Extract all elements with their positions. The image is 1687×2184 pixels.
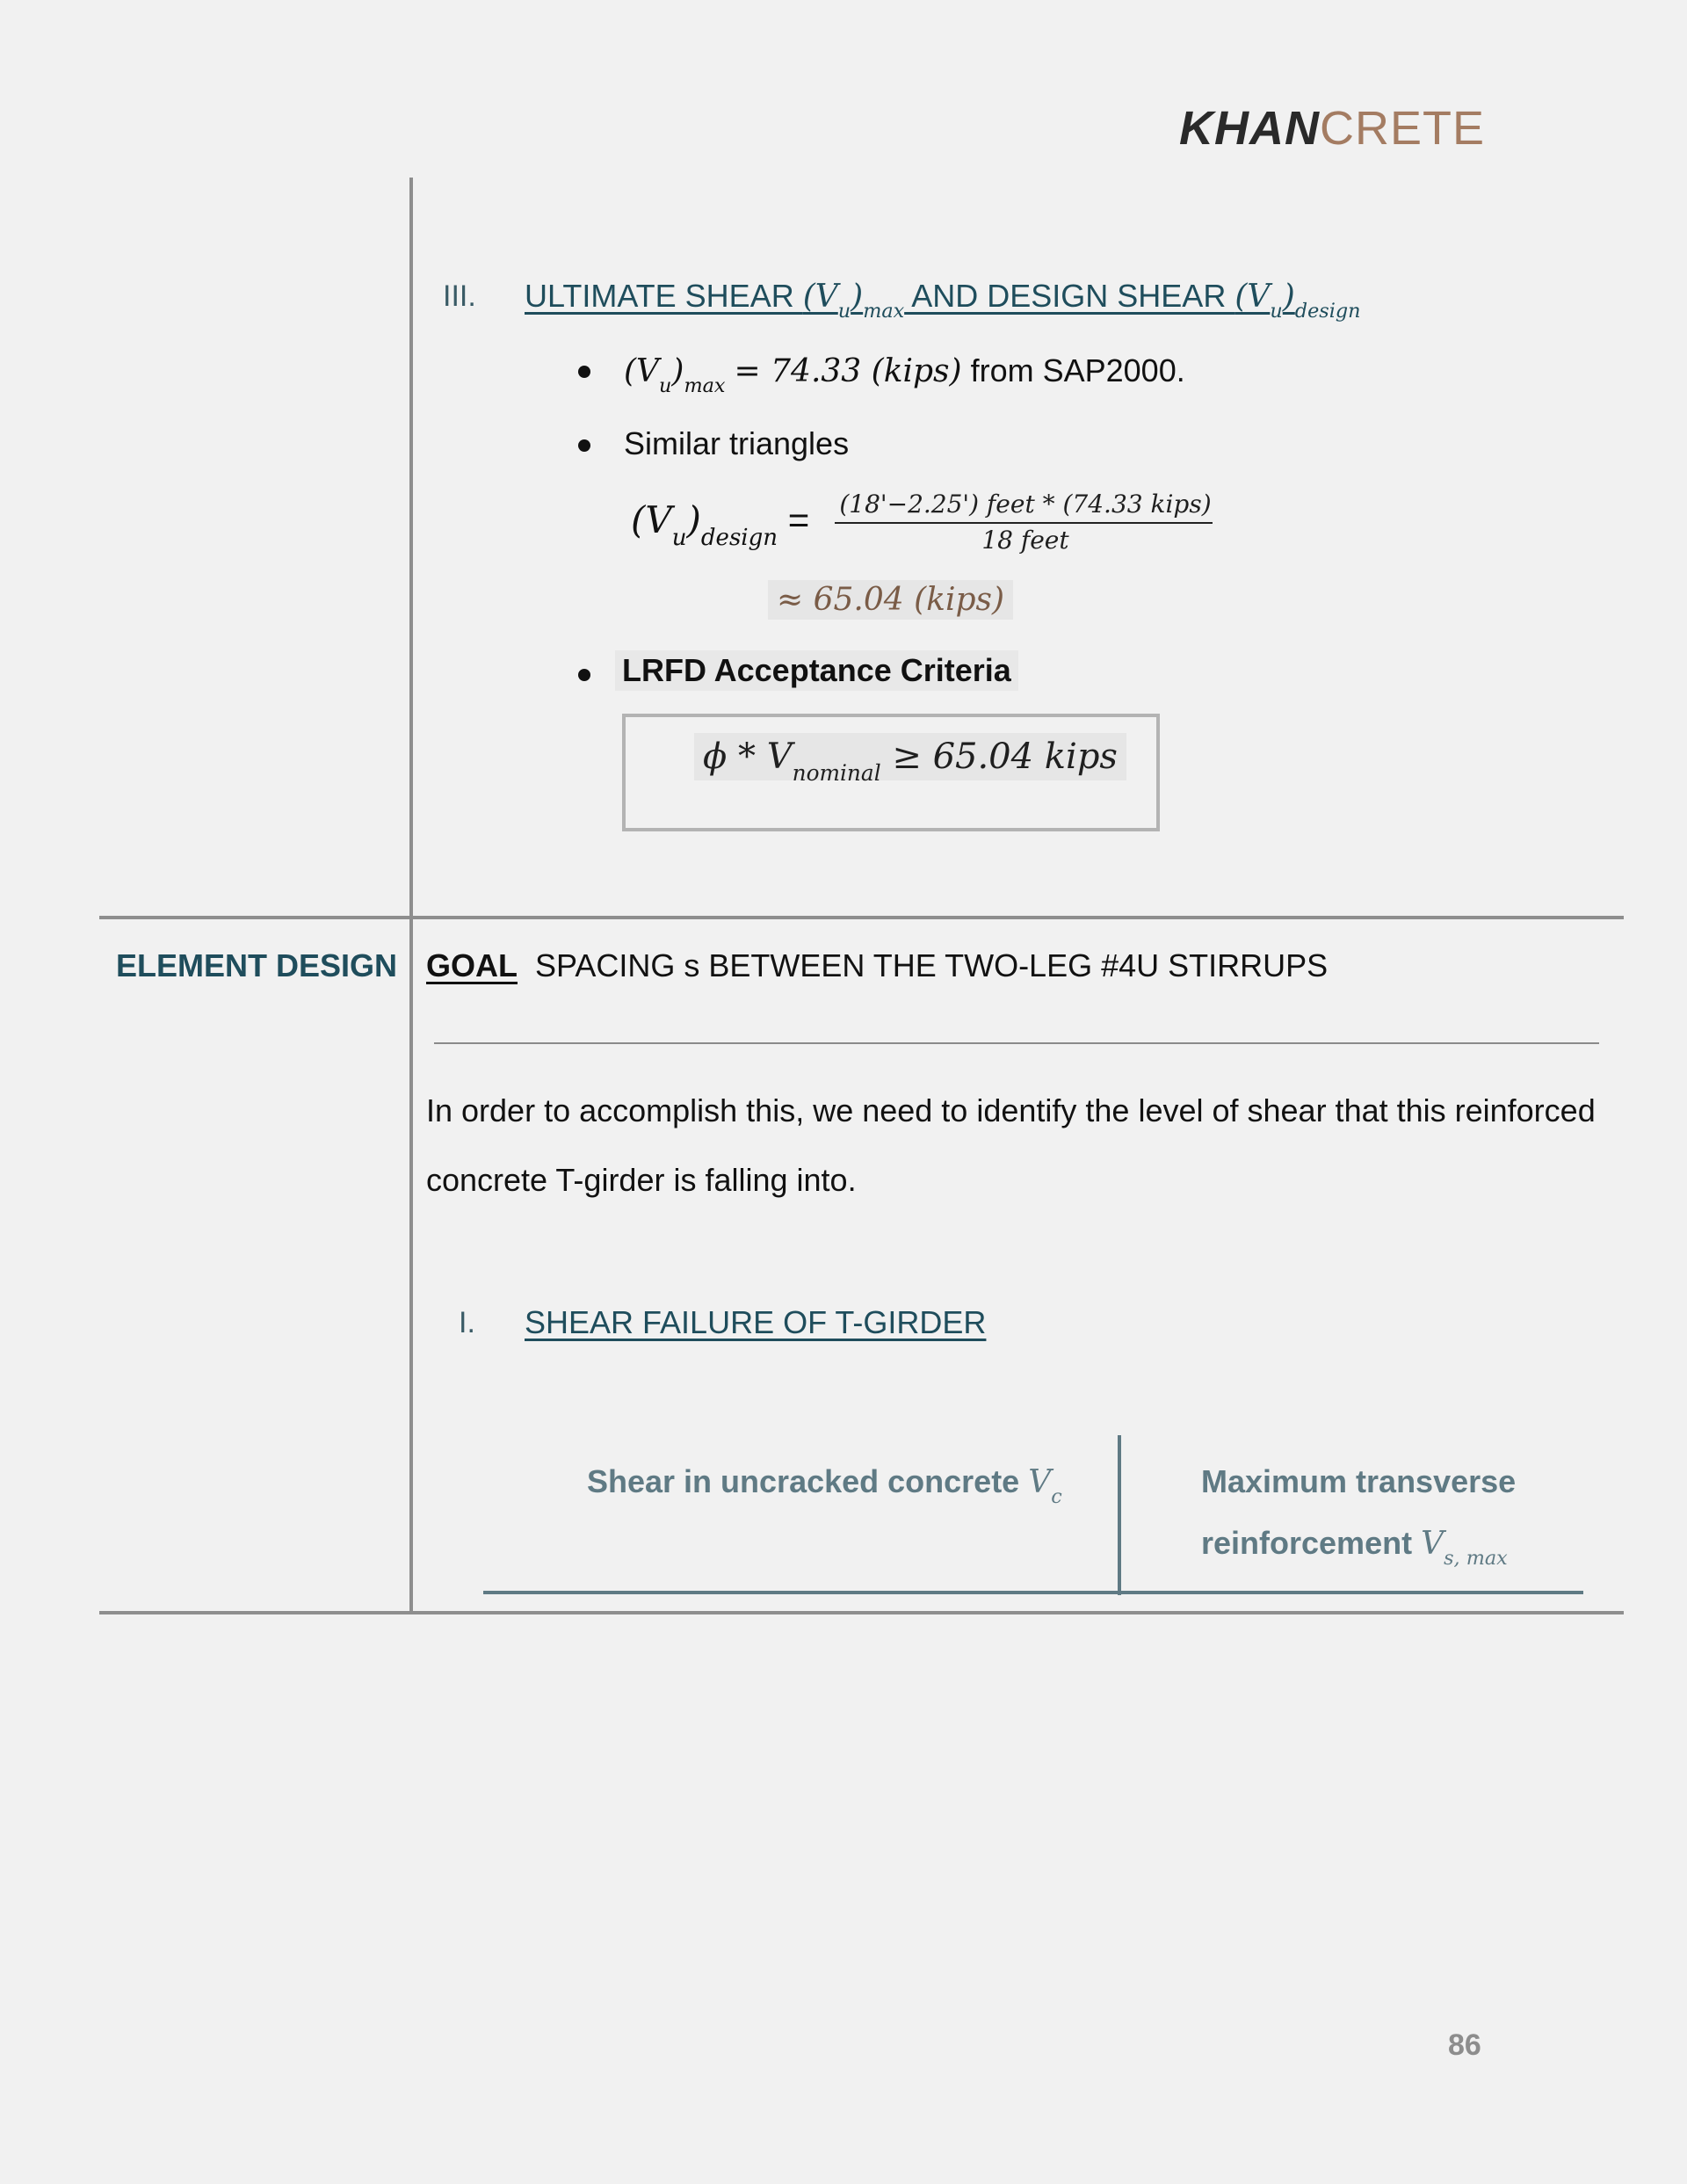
page-number: 86 xyxy=(1448,2028,1481,2062)
sub-u-b1: u xyxy=(659,374,672,398)
lrfd-criteria-label xyxy=(615,650,1018,691)
section-iii-title-b: AND DESIGN SHEAR xyxy=(904,278,1235,314)
vu-symbol: (V xyxy=(802,279,838,315)
section-iii-title xyxy=(525,278,1361,323)
element-design-label: ELEMENT DESIGN xyxy=(116,947,398,983)
vs-symbol: V xyxy=(1421,1526,1444,1562)
close-paren: ) xyxy=(851,279,864,315)
vu-design-result: ≈ 65.04 (kips) xyxy=(768,580,1013,620)
section-i-title: SHEAR FAILURE OF T-GIRDER xyxy=(525,1304,987,1340)
column-divider xyxy=(409,178,413,1614)
equals-sign: = xyxy=(787,499,810,541)
goal-text: SPACING s BETWEEN THE TWO-LEG #4U STIRRUPS xyxy=(535,947,1329,983)
logo-light-text: CRETE xyxy=(1319,102,1485,155)
bullet-dot-1 xyxy=(578,366,590,378)
sub-design-eq: design xyxy=(700,525,778,552)
intro-paragraph-line-2: concrete T-girder is falling into. xyxy=(426,1162,857,1198)
vu-max-value: = 74.33 (kips) xyxy=(734,353,962,389)
table-header-uncracked xyxy=(587,1463,1062,1509)
vu-max-line xyxy=(624,352,1185,398)
close-paren-2: ) xyxy=(1282,279,1295,315)
col1-text: Shear in uncracked concrete xyxy=(587,1463,1029,1499)
section-iii-number: III. xyxy=(443,279,476,313)
table-header-underline xyxy=(483,1591,1583,1594)
section-i-number: I. xyxy=(459,1306,475,1339)
sub-u: u xyxy=(837,300,851,323)
sub-max: max xyxy=(863,300,905,323)
phi-v: ϕ * V xyxy=(703,736,793,777)
vc-sub: c xyxy=(1051,1485,1062,1509)
criteria-equation xyxy=(694,733,1126,786)
bullet-dot-3 xyxy=(578,669,590,681)
lrfd-criteria-text: LRFD Acceptance Criteria xyxy=(622,652,1011,688)
criteria-value: ≥ 65.04 kips xyxy=(880,736,1118,777)
table-header-max-transverse-line-1: Maximum transverse xyxy=(1201,1463,1517,1499)
table-header-divider xyxy=(1118,1435,1121,1595)
vu-symbol-eq: (V xyxy=(631,498,672,541)
vu-design-lhs xyxy=(631,498,810,552)
vu-symbol-b1: (V xyxy=(624,353,660,389)
company-logo xyxy=(1179,101,1485,156)
section-iii-title-a: ULTIMATE SHEAR xyxy=(525,278,803,314)
goal-line xyxy=(426,947,1328,984)
intro-paragraph-line-1: In order to accomplish this, we need to identify the level of shear that this reinforced xyxy=(426,1092,1596,1128)
nominal-sub: nominal xyxy=(792,759,881,786)
col2-text: reinforcement xyxy=(1201,1525,1422,1561)
table-header-max-transverse-line-2 xyxy=(1201,1525,1508,1571)
close-paren-b1: ) xyxy=(671,353,684,389)
fraction-bar xyxy=(835,522,1213,524)
close-paren-eq: ) xyxy=(686,498,701,541)
logo-bold-text: KHAN xyxy=(1178,102,1320,155)
sub-max-b1: max xyxy=(684,374,726,398)
row-divider-top xyxy=(99,916,1624,919)
vs-sub: s, max xyxy=(1444,1547,1508,1571)
row-divider-bottom xyxy=(99,1611,1624,1614)
goal-separator xyxy=(434,1042,1599,1044)
goal-label: GOAL xyxy=(426,947,518,983)
vu-symbol-2: (V xyxy=(1234,279,1271,315)
vu-max-source: from SAP2000. xyxy=(961,352,1185,388)
bullet-dot-2 xyxy=(578,439,590,452)
fraction-denominator: 18 feet xyxy=(981,526,1069,555)
similar-triangles: Similar triangles xyxy=(624,425,850,461)
vc-symbol: V xyxy=(1028,1464,1052,1500)
sub-u-2: u xyxy=(1270,300,1283,323)
sub-design: design xyxy=(1294,300,1361,323)
sub-u-eq: u xyxy=(671,525,687,552)
fraction-numerator: (18'−2.25') feet * (74.33 kips) xyxy=(839,490,1212,519)
